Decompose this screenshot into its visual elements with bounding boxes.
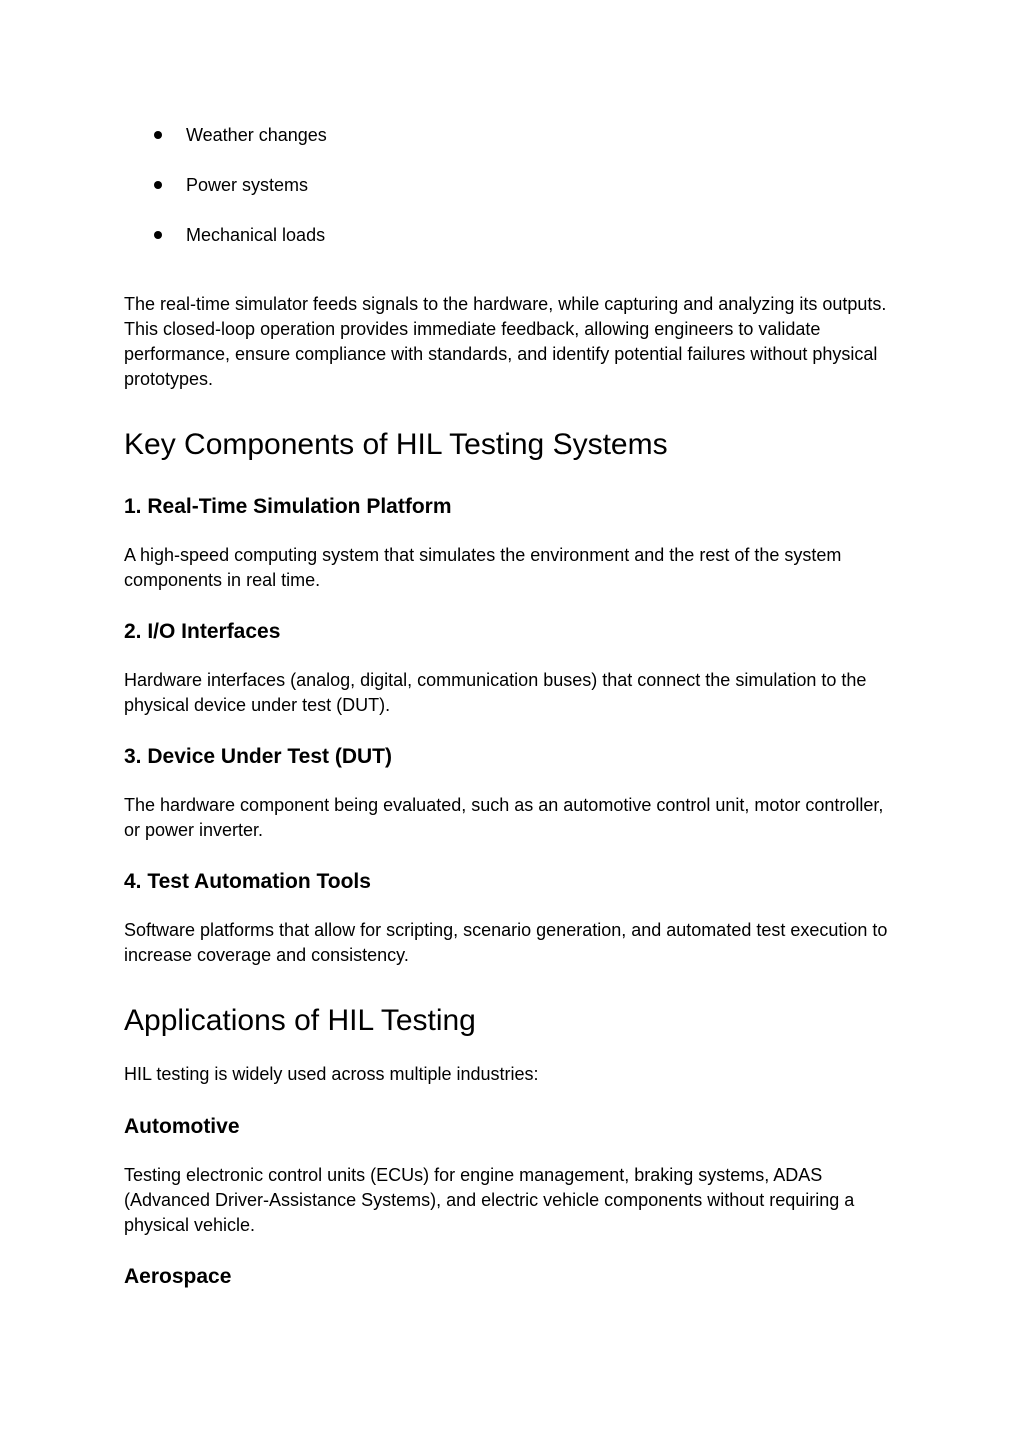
bullet-text: Power systems (186, 175, 309, 195)
applications-heading: Applications of HIL Testing (124, 1004, 476, 1037)
application-heading-automotive: Automotive (124, 1115, 240, 1138)
list-item (154, 222, 894, 248)
bullet-text: Mechanical loads (186, 225, 326, 245)
component-heading-test-automation: 4. Test Automation Tools (124, 870, 371, 893)
applications-intro: HIL testing is widely used across multiple industries: (124, 1064, 539, 1084)
bullet-text: Weather changes (186, 125, 327, 145)
component-heading-simulation-platform: 1. Real-Time Simulation Platform (124, 495, 452, 518)
component-text-simulation-platform: A high-speed computing system that simulates the environment and the rest of the system components in real time. (124, 545, 842, 590)
key-components-heading: Key Components of HIL Testing Systems (124, 428, 668, 461)
bullet-icon (154, 131, 162, 139)
bullet-list (124, 122, 894, 248)
component-text-device-under-test: The hardware component being evaluated, such as an automotive control unit, motor controller, or power inverter. (124, 795, 884, 840)
bullet-icon (154, 181, 162, 189)
bullet-icon (154, 231, 162, 239)
list-item (154, 122, 894, 148)
component-heading-device-under-test: 3. Device Under Test (DUT) (124, 745, 393, 768)
component-heading-io-interfaces: 2. I/O Interfaces (124, 620, 281, 643)
component-text-test-automation: Software platforms that allow for scripting, scenario generation, and automated test execution to increase coverage and consistency. (124, 920, 888, 965)
application-text-automotive: Testing electronic control units (ECUs) for engine management, braking systems, ADAS (Advanced Driver-Assistance Systems), and electric vehicle components without requiring a physical vehicle. (124, 1165, 855, 1235)
list-item (154, 172, 894, 198)
intro-paragraph: The real-time simulator feeds signals to the hardware, while capturing and analyzing its outputs. This closed-loop operation provides immediate feedback, allowing engineers to validate performance, ensure compliance with standards, and identify potential failures without physical prototypes. (124, 294, 887, 389)
application-heading-aerospace: Aerospace (124, 1265, 232, 1288)
component-text-io-interfaces: Hardware interfaces (analog, digital, communication buses) that connect the simulation to the physical device under test (DUT). (124, 670, 867, 715)
